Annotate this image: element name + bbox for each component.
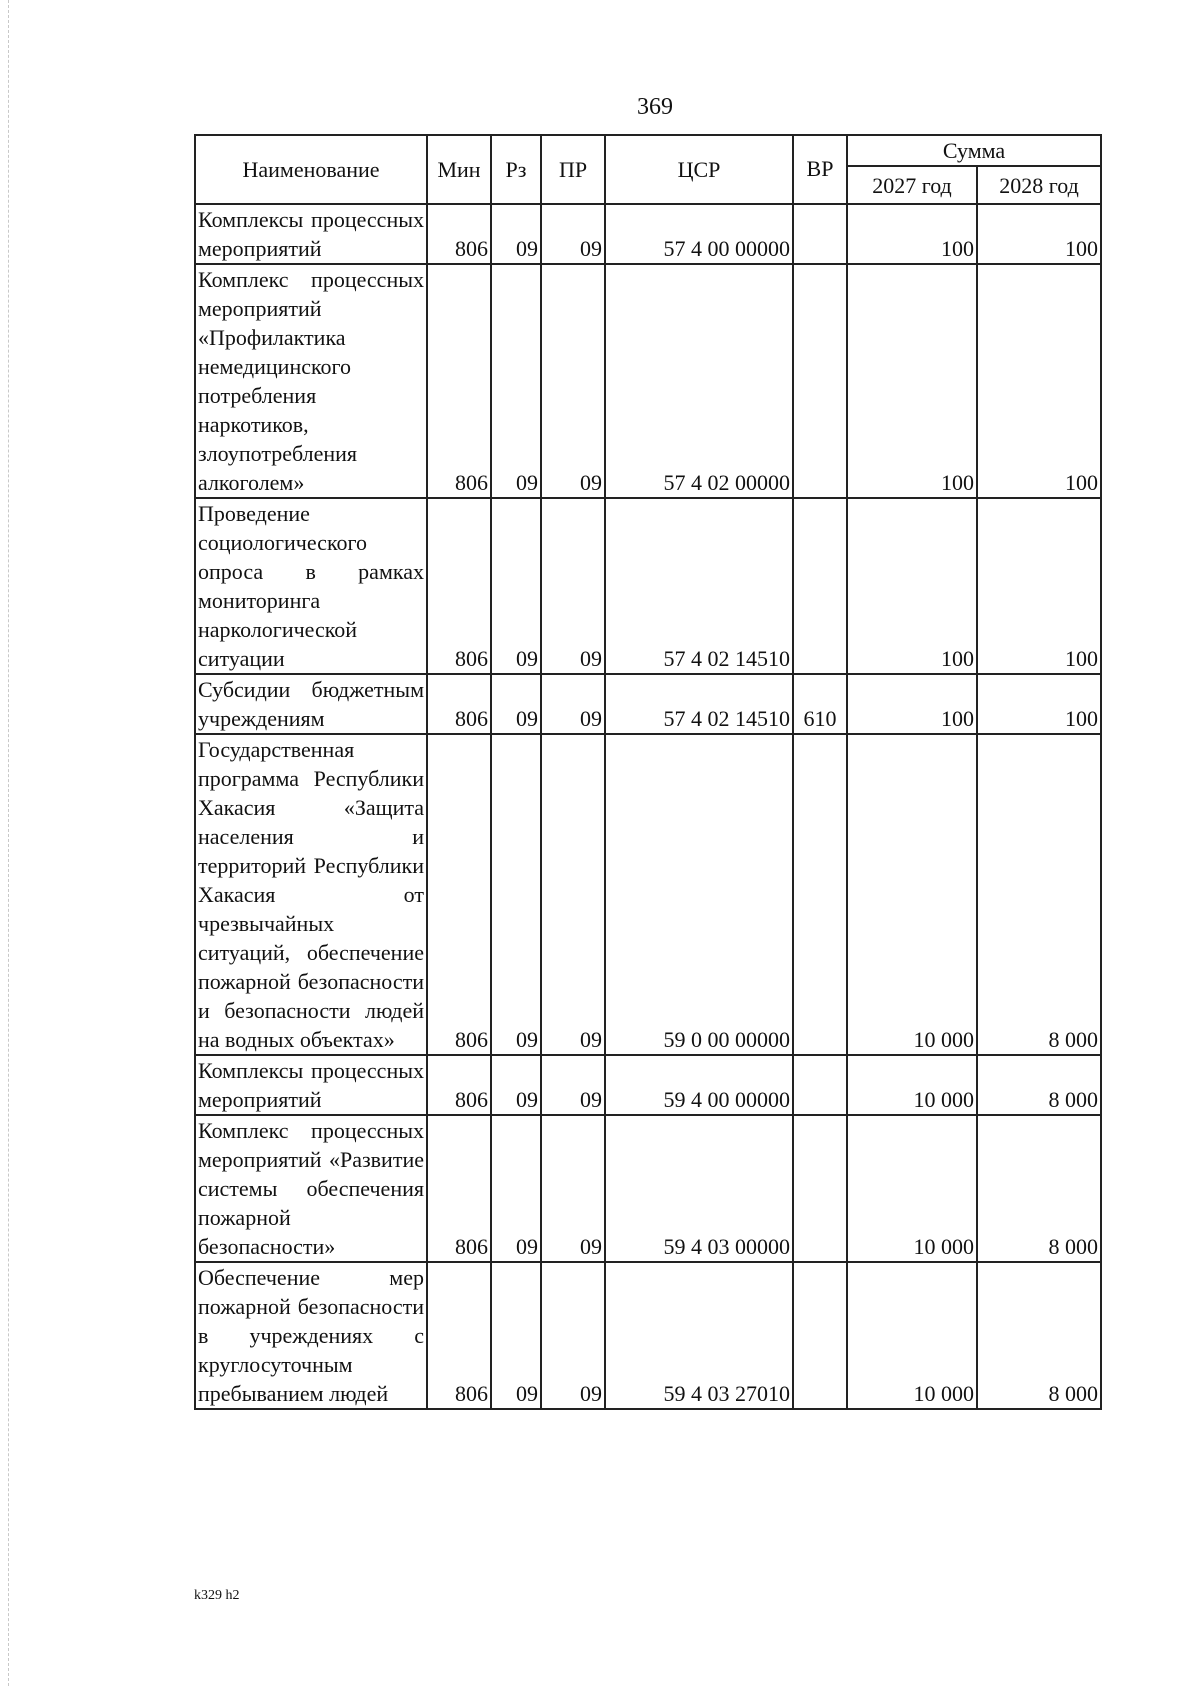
table-row [195, 1262, 1101, 1409]
cell-name: Проведение социологического опроса в рамках мониторинга наркологической ситуации [195, 498, 427, 674]
cell-rz: 09 [491, 1115, 541, 1262]
cell-csr: 59 4 03 27010 [605, 1262, 793, 1409]
cell-name: Комплексы процессных мероприятий [195, 1055, 427, 1115]
header-rz: Рз [491, 135, 541, 204]
cell-name: Субсидии бюджетным учреждениям [195, 674, 427, 734]
header-name: Наименование [195, 135, 427, 204]
header-min: Мин [427, 135, 491, 204]
cell-sum-2028: 8 000 [977, 1115, 1101, 1262]
cell-pr: 09 [541, 734, 605, 1055]
cell-name: Комплексы процессных мероприятий [195, 204, 427, 264]
table-row [195, 674, 1101, 734]
cell-vr [793, 734, 847, 1055]
cell-min: 806 [427, 674, 491, 734]
cell-vr: 610 [793, 674, 847, 734]
header-pr: ПР [541, 135, 605, 204]
cell-pr: 09 [541, 1115, 605, 1262]
cell-vr [793, 498, 847, 674]
cell-pr: 09 [541, 1262, 605, 1409]
cell-name: Государственная программа Республики Хакасия «Защита населения и территорий Республики Хакасия от чрезвычайных ситуаций, обеспечение пожарной безопасности и безопасности людей на водных объектах» [195, 734, 427, 1055]
cell-csr: 57 4 02 00000 [605, 264, 793, 498]
cell-csr: 57 4 02 14510 [605, 498, 793, 674]
cell-csr: 57 4 02 14510 [605, 674, 793, 734]
cell-sum-2027: 10 000 [847, 1262, 977, 1409]
cell-min: 806 [427, 1115, 491, 1262]
budget-table [194, 134, 1102, 1410]
cell-rz: 09 [491, 498, 541, 674]
cell-vr [793, 204, 847, 264]
cell-min: 806 [427, 204, 491, 264]
table-body [195, 204, 1101, 1409]
cell-csr: 57 4 00 00000 [605, 204, 793, 264]
cell-min: 806 [427, 498, 491, 674]
cell-sum-2027: 100 [847, 264, 977, 498]
header-sum: Сумма [847, 135, 1101, 166]
cell-sum-2027: 100 [847, 204, 977, 264]
cell-rz: 09 [491, 264, 541, 498]
cell-pr: 09 [541, 1055, 605, 1115]
cell-min: 806 [427, 1262, 491, 1409]
cell-name: Комплекс процессных мероприятий «Развитие системы обеспечения пожарной безопасности» [195, 1115, 427, 1262]
cell-sum-2027: 10 000 [847, 1115, 977, 1262]
cell-sum-2028: 8 000 [977, 1055, 1101, 1115]
page-number: 369 [637, 94, 673, 120]
cell-vr [793, 264, 847, 498]
table-row [195, 264, 1101, 498]
cell-csr: 59 4 00 00000 [605, 1055, 793, 1115]
table-row [195, 734, 1101, 1055]
cell-name: Комплекс процессных мероприятий «Профилактика немедицинского потребления наркотиков, злоупотребления алкоголем» [195, 264, 427, 498]
cell-min: 806 [427, 1055, 491, 1115]
cell-name: Обеспечение мер пожарной безопасности в учреждениях с круглосуточным пребыванием людей [195, 1262, 427, 1409]
header-year-2028: 2028 год [977, 166, 1101, 204]
header-vr: ВР [793, 135, 847, 204]
margin-guide-line [8, 0, 9, 1686]
cell-csr: 59 4 03 00000 [605, 1115, 793, 1262]
cell-sum-2028: 100 [977, 498, 1101, 674]
cell-vr [793, 1115, 847, 1262]
cell-csr: 59 0 00 00000 [605, 734, 793, 1055]
cell-vr [793, 1055, 847, 1115]
cell-sum-2028: 100 [977, 674, 1101, 734]
table-row [195, 1115, 1101, 1262]
cell-rz: 09 [491, 1262, 541, 1409]
cell-rz: 09 [491, 734, 541, 1055]
table-header [195, 135, 1101, 204]
cell-vr [793, 1262, 847, 1409]
cell-sum-2027: 10 000 [847, 734, 977, 1055]
footer-code: k329 h2 [194, 1588, 240, 1603]
cell-pr: 09 [541, 204, 605, 264]
header-csr: ЦСР [605, 135, 793, 204]
header-year-2027: 2027 год [847, 166, 977, 204]
table-row [195, 1055, 1101, 1115]
cell-rz: 09 [491, 204, 541, 264]
table-row [195, 498, 1101, 674]
cell-sum-2028: 100 [977, 264, 1101, 498]
cell-sum-2028: 8 000 [977, 1262, 1101, 1409]
cell-pr: 09 [541, 674, 605, 734]
table-row [195, 204, 1101, 264]
cell-sum-2028: 8 000 [977, 734, 1101, 1055]
cell-sum-2028: 100 [977, 204, 1101, 264]
cell-rz: 09 [491, 674, 541, 734]
cell-min: 806 [427, 734, 491, 1055]
cell-sum-2027: 100 [847, 498, 977, 674]
cell-min: 806 [427, 264, 491, 498]
cell-sum-2027: 100 [847, 674, 977, 734]
cell-sum-2027: 10 000 [847, 1055, 977, 1115]
cell-pr: 09 [541, 264, 605, 498]
cell-rz: 09 [491, 1055, 541, 1115]
cell-pr: 09 [541, 498, 605, 674]
